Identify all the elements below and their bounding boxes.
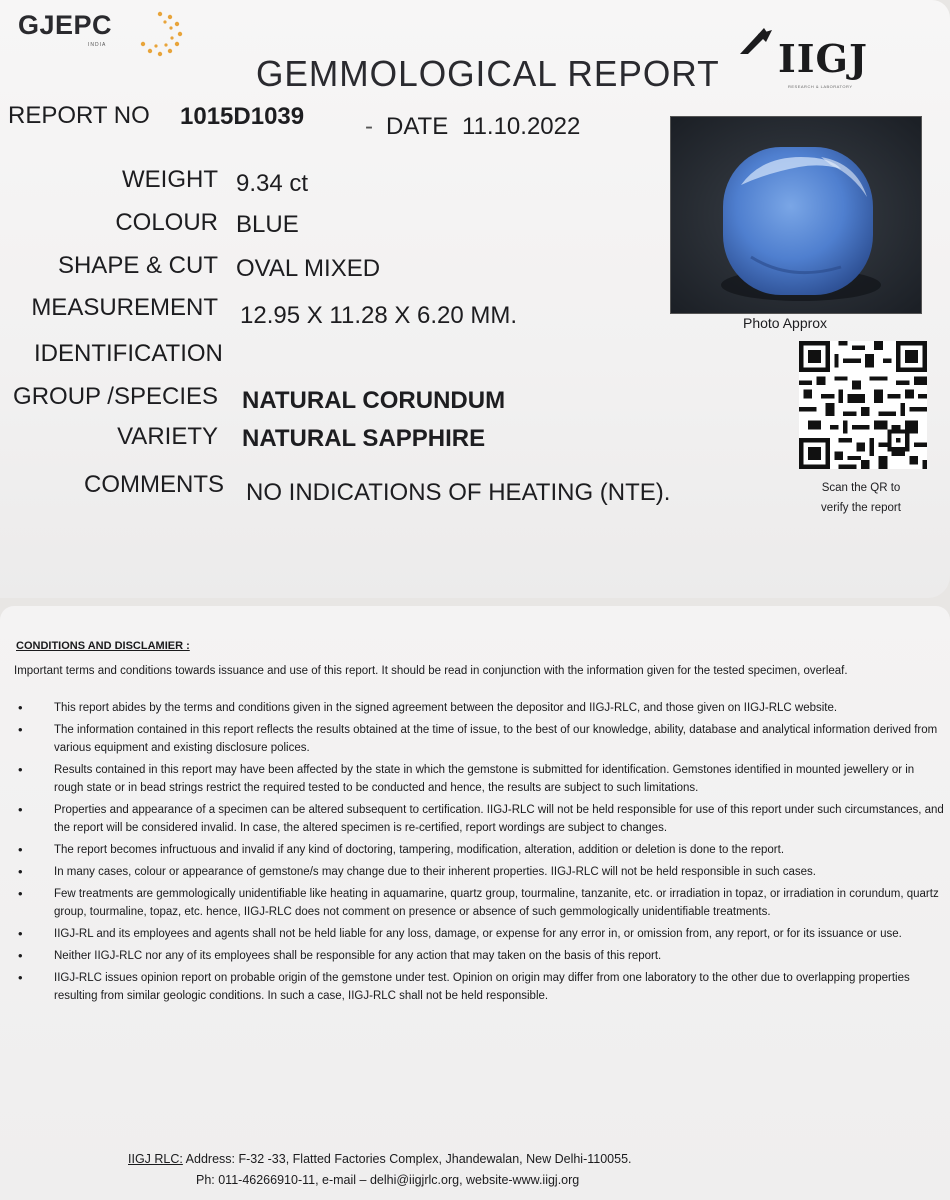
page-title: GEMMOLOGICAL REPORT — [256, 53, 720, 94]
colour-label: COLOUR — [115, 209, 218, 236]
separator-dash: - — [365, 113, 373, 140]
group-species-label: GROUP /SPECIES — [13, 383, 218, 410]
condition-item: • The report becomes infructuous and invalid if any kind of doctoring, tampering, modification, alteration, addition or deletion is done to the report. — [14, 841, 944, 859]
photo-caption: Photo Approx — [743, 315, 828, 331]
qr-caption-line1: Scan the QR to — [821, 482, 901, 494]
gjepc-logo-sub: INDIA — [88, 42, 107, 48]
shape-cut-label: SHAPE & CUT — [57, 252, 218, 279]
identification-label: IDENTIFICATION — [34, 340, 223, 367]
condition-item: • Properties and appearance of a specimen can be altered subsequent to certification. IIGJ-RLC will not be held responsible for use of this report under such circumstances, and the report will be considered invalid. In case, the altered specimen is re-certified, report wordings are subject to changes. — [14, 801, 944, 837]
condition-item: • IIGJ-RLC issues opinion report on probable origin of the gemstone under test. Opinion on origin may differ from one laboratory to the other due to overlapping properties resulting from similar geologic conditions. In such a case, IIGJ-RLC shall not be held responsible. — [14, 969, 944, 1005]
report-card-front — [0, 0, 950, 598]
sunburst-icon — [134, 8, 186, 60]
gemstone-photo — [670, 116, 922, 314]
condition-item: • This report abides by the terms and conditions given in the signed agreement between the depositor and IIGJ-RLC, and those given on IIGJ-RLC website. — [14, 699, 944, 717]
sapphire-gem-image — [671, 117, 921, 313]
comments-label: COMMENTS — [84, 471, 224, 498]
qr-caption-line2: verify the report — [821, 502, 901, 514]
variety-label: VARIETY — [117, 423, 218, 450]
date-label: DATE — [386, 113, 449, 140]
condition-item: • Neither IIGJ-RLC nor any of its employees shall be responsible for any action that may taken on the basis of this report. — [14, 947, 944, 965]
condition-item: • In many cases, colour or appearance of gemstone/s may change due to their inherent properties. IIGJ-RLC will not be held responsible in such cases. — [14, 863, 944, 881]
colour-value: BLUE — [236, 211, 299, 238]
report-number-label: REPORT NO — [8, 102, 150, 129]
shape-cut-value: OVAL MIXED — [236, 255, 381, 282]
iigj-logo-sub: RESEARCH & LABORATORY — [788, 84, 853, 89]
group-species-value: NATURAL CORUNDUM — [242, 387, 506, 414]
measurement-label: MEASUREMENT — [31, 294, 218, 321]
conditions-title: CONDITIONS AND DISCLAMIER : — [16, 640, 190, 652]
variety-value: NATURAL SAPPHIRE — [242, 425, 486, 452]
footer-address-label: IIGJ RLC: — [128, 1152, 183, 1166]
gjepc-logo: GJEPC — [18, 10, 113, 40]
iigj-mark-icon — [738, 24, 772, 58]
condition-item: • The information contained in this report reflects the results obtained at the time of issue, to the best of our knowledge, ability, database and analytical information derived from various equipment and existing disclosure polices. — [14, 721, 944, 757]
measurement-value: 12.95 X 11.28 X 6.20 MM. — [240, 302, 518, 329]
report-date: 11.10.2022 — [462, 113, 581, 140]
condition-item: • Few treatments are gemmologically unidentifiable like heating in aquamarine, quartz group, tourmaline, tanzanite, etc. or irradiation in topaz, or irradiation in corundum, quartz group, tourmaline, topaz, etc. hence, IIGJ-RLC does not comment on presence or absence of such gemmologically unidentifiable treatments. — [14, 885, 944, 921]
condition-item: • IIGJ-RL and its employees and agents shall not be held liable for any loss, damage, or expense for any error in, or omission from, any report, or for its issuance or use. — [14, 925, 944, 943]
condition-item: • Results contained in this report may have been affected by the state in which the gemstone is submitted for identification. Gemstones identified in mounted jewellery or in rough state or in bead strings restrict the required tested to be conducted and hence, the results are subject to such limitations. — [14, 761, 944, 797]
qr-caption — [818, 478, 904, 518]
comments-value: NO INDICATIONS OF HEATING (NTE). — [246, 479, 671, 506]
report-number: 1015D1039 — [180, 103, 305, 130]
weight-value: 9.34 ct — [236, 170, 309, 197]
footer-address — [128, 1152, 632, 1166]
qr-code-icon[interactable] — [799, 341, 927, 469]
weight-label: WEIGHT — [122, 166, 218, 193]
footer-address-text: Address: F-32 -33, Flatted Factories Complex, Jhandewalan, New Delhi-110055. — [185, 1152, 632, 1166]
iigj-logo: IIGJ — [778, 36, 868, 81]
conditions-list — [14, 699, 944, 1009]
conditions-intro: Important terms and conditions towards issuance and use of this report. It should be read in conjunction with the information given for the tested specimen, overleaf. — [14, 665, 848, 677]
footer-contact: Ph: 011-46266910-11, e-mail – delhi@iigjrlc.org, website-www.iigj.org — [196, 1173, 580, 1187]
